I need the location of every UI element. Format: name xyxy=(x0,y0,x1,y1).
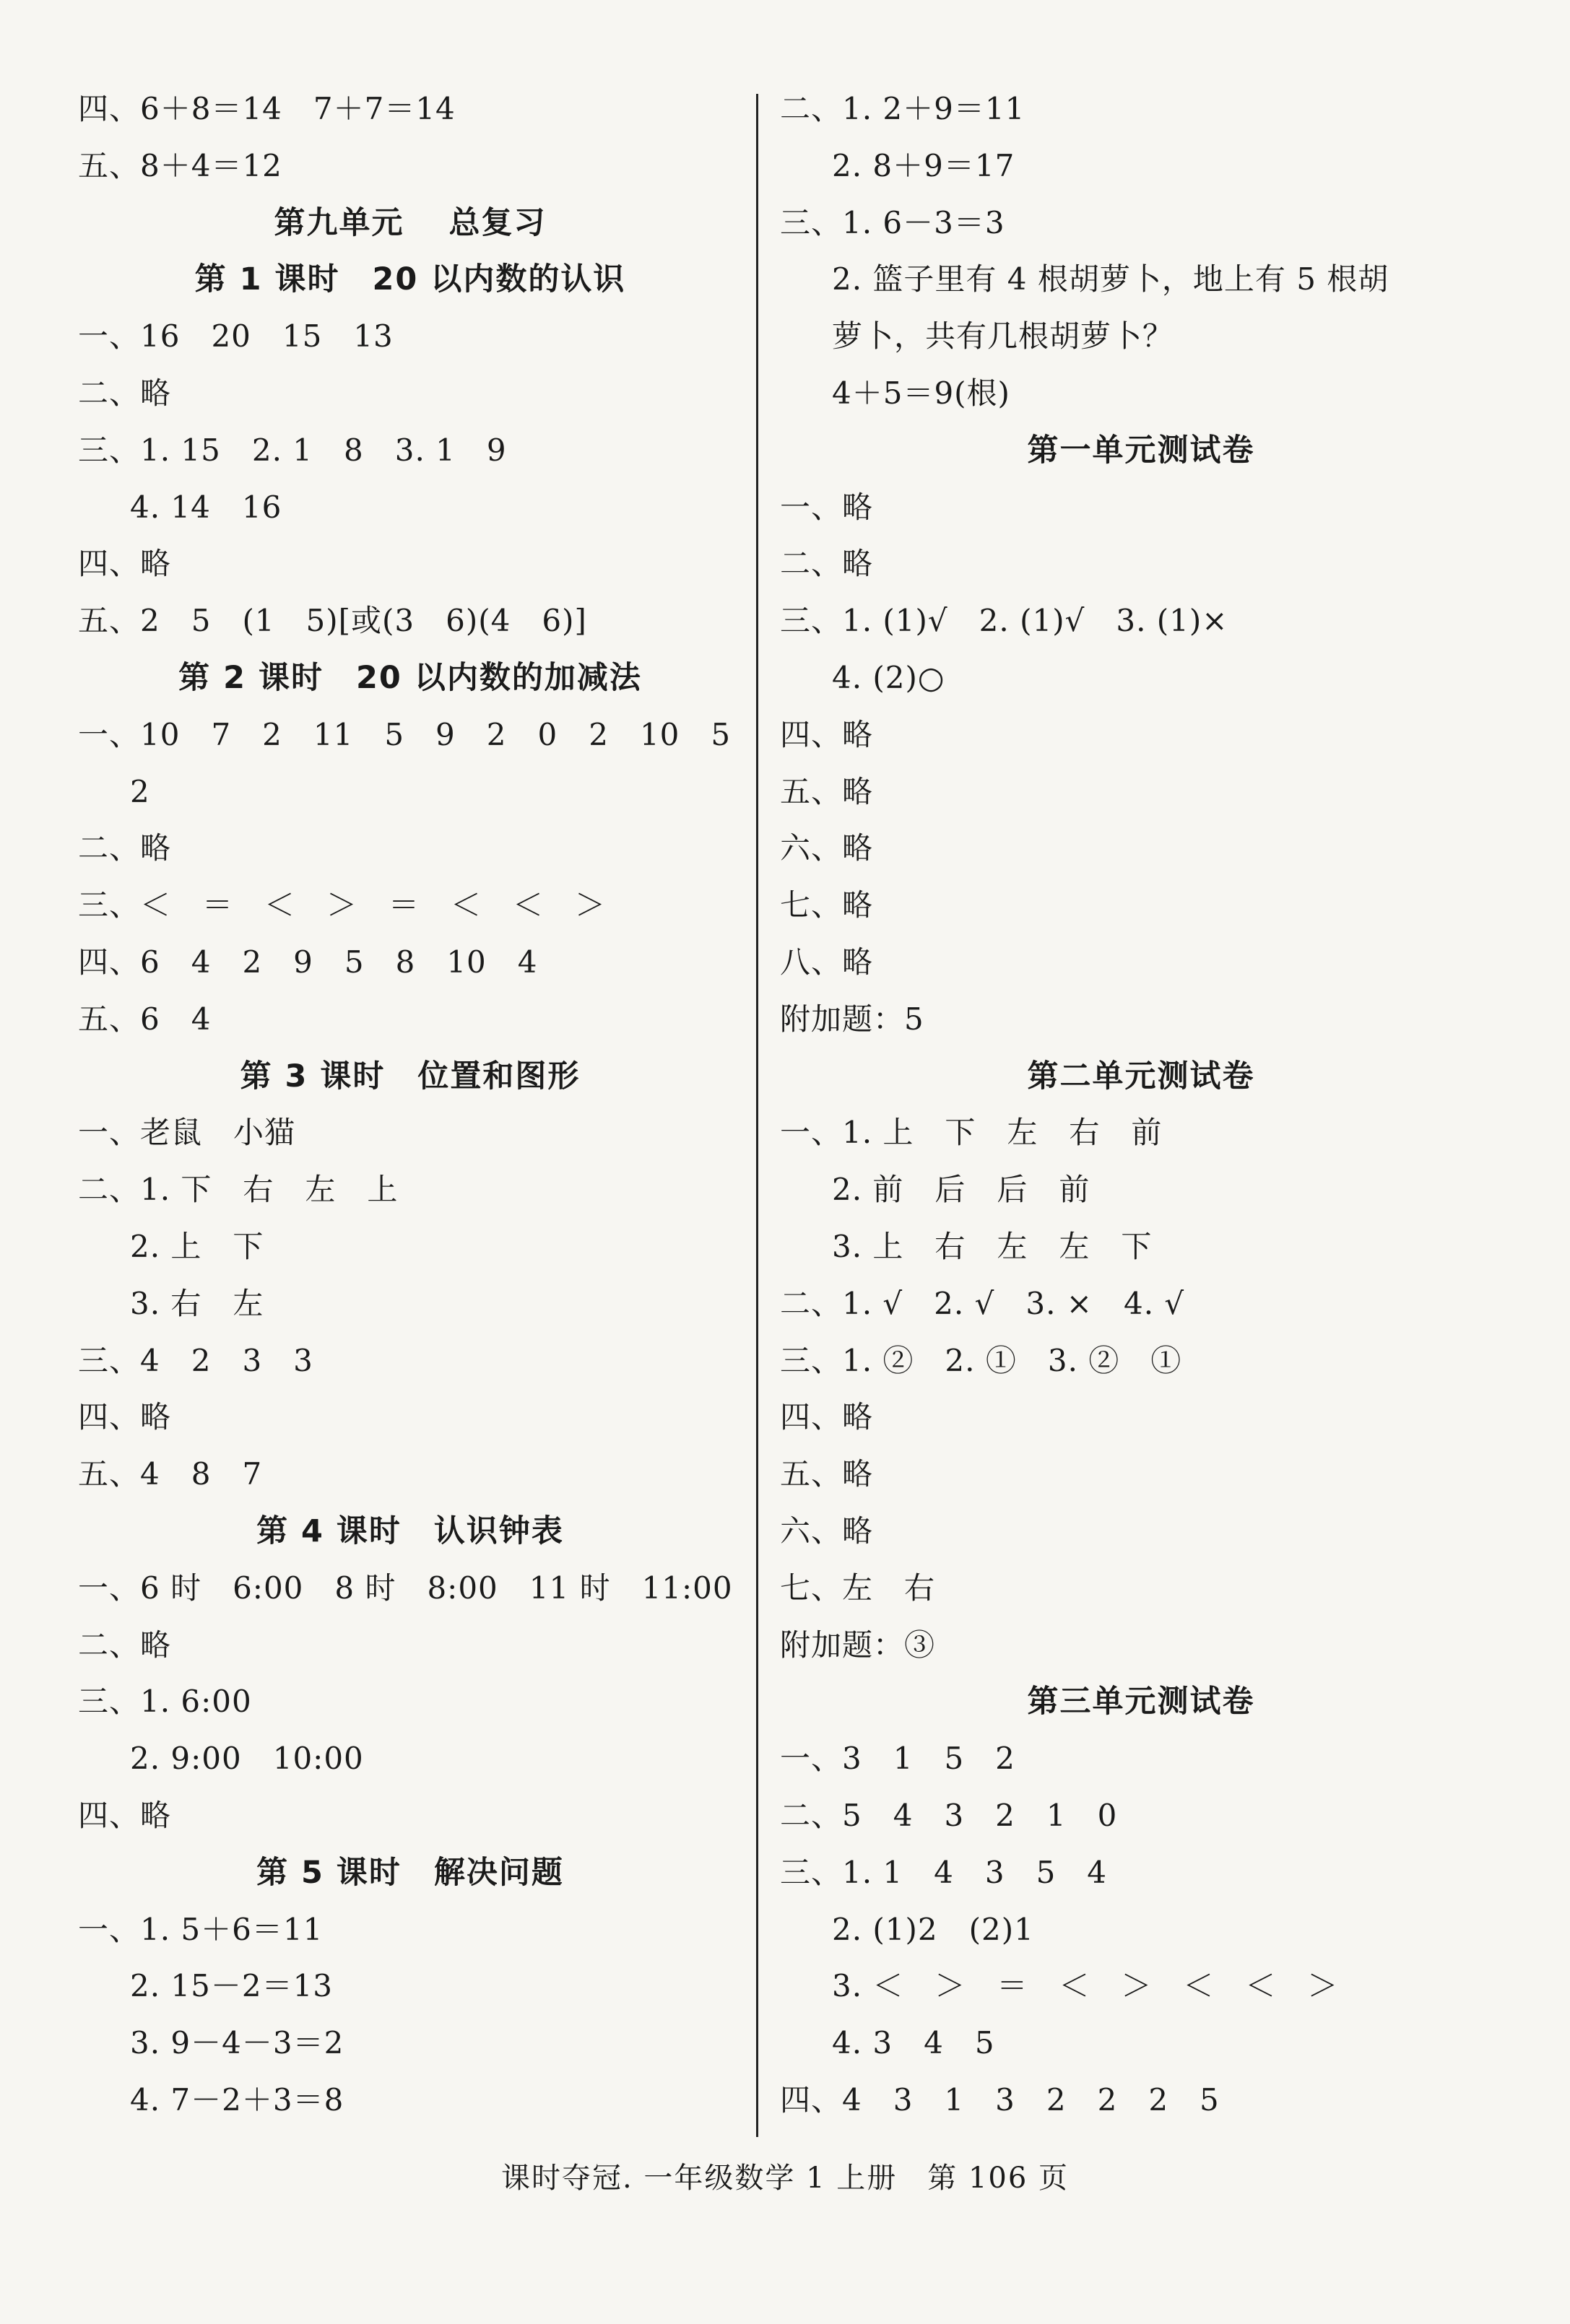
answer-line: 2. 15－2＝13 xyxy=(130,1968,334,2004)
column-divider xyxy=(756,94,758,2137)
answer-line: 一、10 7 2 11 5 9 2 0 2 10 5 xyxy=(78,716,732,752)
answer-line: 附加题：5 xyxy=(780,1001,924,1037)
answer-line: 一、老鼠 小猫 xyxy=(78,1115,296,1151)
answer-line: 二、略 xyxy=(78,1627,172,1663)
answer-line: 五、略 xyxy=(780,773,874,809)
answer-line: 四、6 4 2 9 5 8 10 4 xyxy=(78,944,538,980)
answer-line: 二、略 xyxy=(78,830,172,866)
answer-line: 一、1. 上 下 左 右 前 xyxy=(780,1115,1163,1151)
answer-line: 三、1. ② 2. ① 3. ② ① xyxy=(780,1342,1182,1378)
answer-line: 五、8＋4＝12 xyxy=(78,147,282,183)
answer-line: 4. 14 16 xyxy=(130,489,282,525)
answer-line: 二、1. √ 2. √ 3. × 4. √ xyxy=(780,1285,1185,1321)
section-heading: 第 1 课时 20 以内数的认识 xyxy=(194,261,626,298)
answer-line: 2. (1)2 (2)1 xyxy=(832,1911,1034,1947)
answer-line: 3. 上 右 左 左 下 xyxy=(832,1228,1153,1264)
answer-line: 三、1. 6:00 xyxy=(78,1684,252,1720)
section-heading: 第三单元测试卷 xyxy=(1027,1684,1255,1720)
answer-line: 二、5 4 3 2 1 0 xyxy=(780,1797,1118,1833)
answer-line: 一、略 xyxy=(780,489,874,525)
page-footer: 课时夺冠. 一年级数学 1 上册 第 106 页 xyxy=(500,2162,1070,2195)
answer-line: 六、略 xyxy=(780,830,874,866)
answer-line: 4. 7－2＋3＝8 xyxy=(130,2081,344,2118)
answer-line: 3. 9－4－3＝2 xyxy=(130,2025,344,2061)
answer-line: 2. 篮子里有 4 根胡萝卜，地上有 5 根胡 xyxy=(832,261,1389,297)
answer-line: 4. 3 4 5 xyxy=(832,2025,995,2061)
answer-line: 2. 前 后 后 前 xyxy=(832,1172,1090,1208)
answer-line: 二、略 xyxy=(78,375,172,411)
answer-line: 五、4 8 7 xyxy=(78,1456,263,1492)
answer-line: 三、1. 15 2. 1 8 3. 1 9 xyxy=(78,432,507,468)
left-column xyxy=(78,81,742,2129)
answer-line: 萝卜，共有几根胡萝卜？ xyxy=(832,318,1174,354)
answer-line: 4＋5＝9(根) xyxy=(832,375,1010,411)
section-heading: 第 2 课时 20 以内数的加减法 xyxy=(178,659,642,696)
answer-line: 一、3 1 5 2 xyxy=(780,1741,1015,1777)
answer-line: 三、1. 6－3＝3 xyxy=(780,204,1005,240)
answer-line: 二、略 xyxy=(780,546,874,582)
answer-line: 五、2 5 (1 5)[或(3 6)(4 6)] xyxy=(78,603,587,639)
section-heading: 第一单元测试卷 xyxy=(1027,432,1255,469)
answer-line: 五、6 4 xyxy=(78,1001,212,1037)
answer-line: 一、6 时 6:00 8 时 8:00 11 时 11:00 xyxy=(78,1570,733,1606)
answer-line: 七、略 xyxy=(780,887,874,923)
answer-line: 附加题：③ xyxy=(780,1627,936,1663)
section-heading: 第二单元测试卷 xyxy=(1027,1058,1255,1094)
answer-line: 2. 8＋9＝17 xyxy=(832,147,1015,183)
answer-line: 四、6＋8＝14 7＋7＝14 xyxy=(78,91,456,126)
answer-line: 三、1. 1 4 3 5 4 xyxy=(780,1854,1108,1890)
answer-line: 2 xyxy=(130,773,150,809)
answer-line: 一、1. 5＋6＝11 xyxy=(78,1911,324,1947)
answer-line: 五、略 xyxy=(780,1456,874,1492)
right-column xyxy=(780,81,1502,2129)
answer-line: 二、1. 2＋9＝11 xyxy=(780,91,1025,126)
answer-line: 2. 9:00 10:00 xyxy=(130,1741,364,1777)
answer-line: 3. ＜ ＞ ＝ ＜ ＞ ＜ ＜ ＞ xyxy=(832,1968,1339,2004)
section-heading: 第 5 课时 解决问题 xyxy=(256,1854,564,1891)
answer-line: 三、4 2 3 3 xyxy=(78,1342,313,1378)
answer-line: 八、略 xyxy=(780,944,874,980)
answer-line: 四、略 xyxy=(78,546,172,582)
answer-line: 2. 上 下 xyxy=(130,1228,264,1264)
answer-line: 四、略 xyxy=(780,716,874,752)
answer-line: 四、略 xyxy=(780,1399,874,1435)
section-heading: 第九单元 总复习 xyxy=(274,204,547,241)
answer-line: 一、16 20 15 13 xyxy=(78,318,394,354)
answer-line: 四、4 3 1 3 2 2 2 5 xyxy=(780,2081,1220,2118)
answer-line: 六、略 xyxy=(780,1513,874,1549)
answer-line: 二、1. 下 右 左 上 xyxy=(78,1172,399,1208)
section-heading: 第 4 课时 认识钟表 xyxy=(256,1513,564,1549)
answer-line: 3. 右 左 xyxy=(130,1285,264,1321)
section-heading: 第 3 课时 位置和图形 xyxy=(240,1058,581,1094)
answer-line: 四、略 xyxy=(78,1399,172,1435)
answer-line: 4. (2)○ xyxy=(832,659,945,695)
answer-line: 三、1. (1)√ 2. (1)√ 3. (1)× xyxy=(780,603,1228,639)
answer-line: 三、＜ ＝ ＜ ＞ ＝ ＜ ＜ ＞ xyxy=(78,887,607,923)
answer-line: 四、略 xyxy=(78,1797,172,1833)
answer-line: 七、左 右 xyxy=(780,1570,936,1606)
